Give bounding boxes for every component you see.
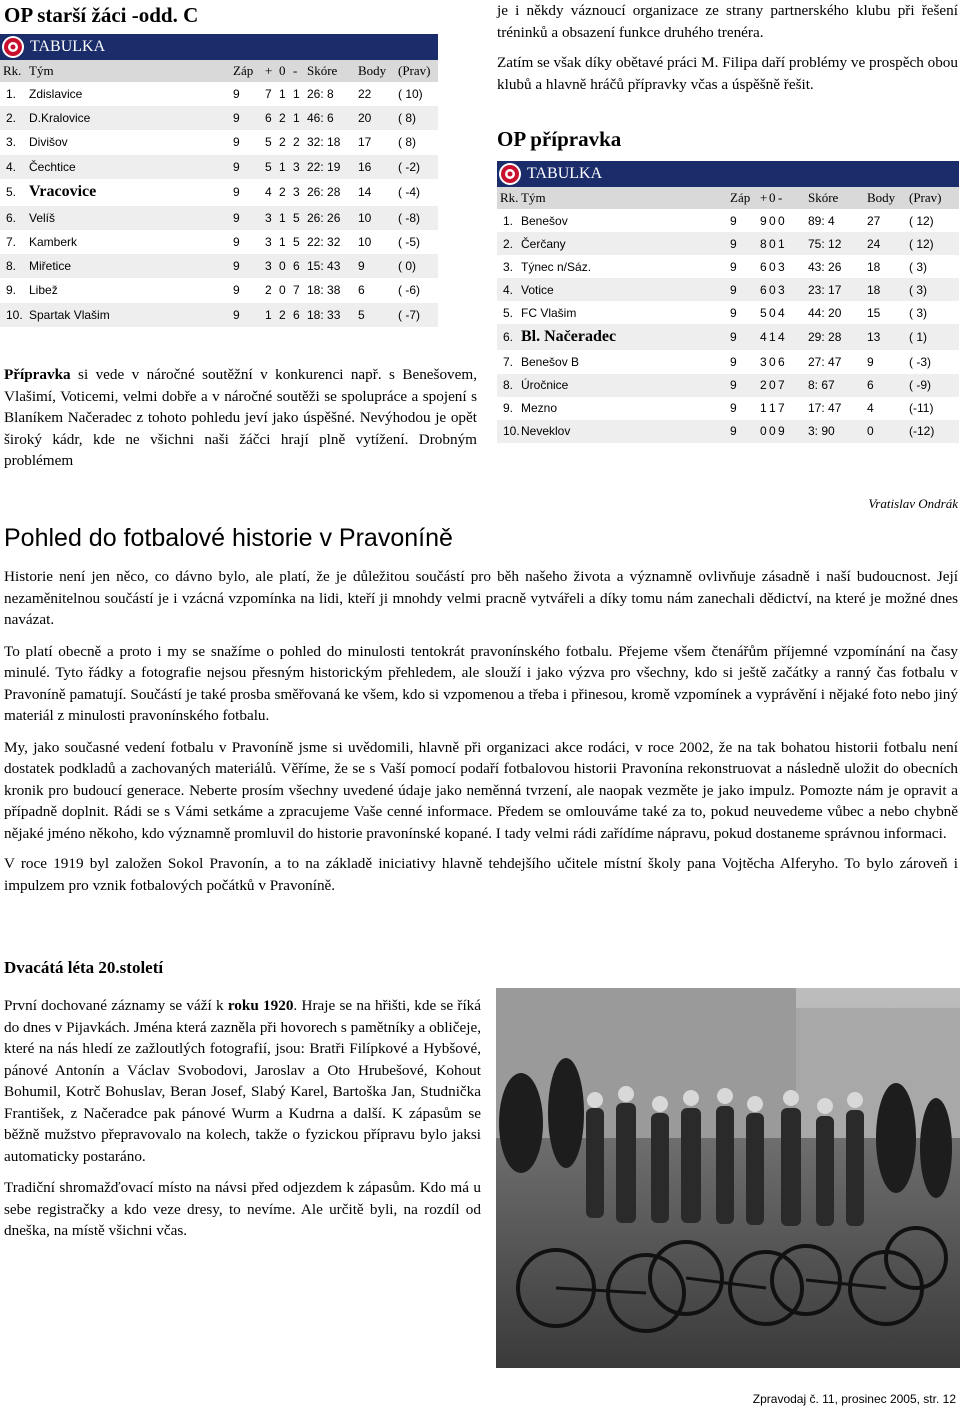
article-paragraph-5: První dochované záznamy se váží k roku 1920. Hraje se na hřišti, kde se říká do dnes v Pijavkách. Jména která zazněla při hovorech s pamětníky a obličeje, které na nás hledí ze zažloutlých fotografií, jsou: Bratři Filípkové a Hybšové, pánové Antonín a Václav Svobodovi, Jaroslav a Oto Hrubešové, Kohout Bohumil, Kotrč Bohuslav, Beran Josef, Slabý Karel, Bartoška Jan, Studnička František, z Načeradce pak pánové Wurm a Kudrna a další. K zápasům se běžně mužstvo přepravovalo na kolech, takže o fyzickou přípravu bylo jaksi automaticky postaráno.: [4, 997, 482, 1165]
table-row: [497, 420, 959, 443]
table-cell: 26: 26: [307, 210, 341, 225]
table-row: [497, 255, 959, 278]
table-cell: 0: [778, 213, 785, 228]
table-cell: 10: [358, 210, 372, 225]
table-cell: ( 3): [909, 259, 927, 274]
table-cell: 5: [293, 235, 300, 250]
table-cell: 7: [293, 283, 300, 298]
table-cell: 9: [867, 355, 874, 370]
table-cell: 9: [233, 307, 240, 322]
table-cell: 0: [760, 424, 767, 439]
table-row: [0, 303, 438, 327]
table-cell: Benešov B: [521, 355, 580, 370]
table-cell: 1: [769, 330, 776, 345]
table-cell: ( -9): [909, 378, 931, 393]
table-cell: 24: [867, 236, 881, 251]
table-cell: 16: [358, 159, 372, 174]
table-cell: 1: [279, 210, 286, 225]
starsi-zaci-standings-table: [0, 60, 438, 327]
table-cell: 4.: [6, 159, 17, 174]
table-cell: 18: [867, 259, 881, 274]
table-cell: 6.: [503, 330, 514, 345]
table-cell: 2: [760, 378, 767, 393]
table-cell: 26: 28: [307, 185, 341, 200]
table-cell: 1: [279, 87, 286, 102]
table-cell: ( -5): [398, 235, 420, 250]
table-cell: 0: [867, 424, 874, 439]
table-cell: 9: [730, 259, 737, 274]
table-row: [497, 324, 959, 350]
table-cell: 9: [358, 259, 365, 274]
table-cell: Libež: [29, 283, 58, 298]
article-paragraph-3: My, jako současné vedení fotbalu v Pravoníně jsme si uvědomili, hlavně při organizaci akce rodáci, v roce 2002, že na tak bohatou historii fotbalu není dostatek podkladů a zachovaných materiálů. Věříme, že se s Vaší pomocí podaří fotbalovou historii Pravonína rekonstruovat a následně uložit do obecních kronik pro budoucí generace. Neberte prosím všechny uvedené údaje jako neměnná tvrzení, ale naopak vezměte je jako impulz. Pomozte nám je opravit a případně doplnit. Rádi se s Vámi setkáme a zpracujeme Vaše cenné informace. Předem se omlouváme také za to, pokud neuvedeme vůbec a nebo chybně nějaké jméno někoho, kdo významně promluvil do historie pravonínské kopané. I tady velmi rádi zařídíme nápravu, pokud dostaneme správnou informaci.: [4, 738, 958, 842]
table-cell: 0: [769, 259, 776, 274]
column-header: +: [265, 63, 273, 78]
column-header: (Prav): [398, 63, 431, 78]
table-cell: 9: [233, 235, 240, 250]
article-paragraph-6: Tradiční shromažďovací místo na návsi před odjezdem k zápasům. Kdo má u sebe registračky a kdo veze dresy, to nevíme. Ale určitě byli, na rozdíl od dneška, na místě všichni včas.: [4, 1179, 481, 1239]
table-cell: ( -2): [398, 159, 420, 174]
table-cell: 4: [760, 330, 767, 345]
table-row: [497, 278, 959, 301]
table-cell: 9: [730, 213, 737, 228]
table-cell: ( -8): [398, 210, 420, 225]
table-row: [0, 278, 438, 302]
column-header: (Prav): [909, 190, 942, 205]
column-header: Skóre: [307, 63, 338, 78]
table-cell: 5: [293, 210, 300, 225]
column-header: Body: [358, 63, 387, 78]
op-pripravka-title: OP přípravka: [497, 127, 622, 151]
table-cell: Divišov: [29, 135, 68, 150]
table-cell: 1: [279, 235, 286, 250]
table-cell: 9.: [6, 283, 17, 298]
table-cell: 9: [233, 111, 240, 126]
table-cell: 0: [279, 283, 286, 298]
pripravka-standings-table: [497, 187, 959, 443]
column-header: Rk.: [500, 190, 519, 205]
table-row: [0, 179, 438, 206]
table-row: [0, 106, 438, 130]
table-cell: ( -7): [398, 307, 420, 322]
table-cell: 6: [760, 282, 767, 297]
table-cell: 9: [760, 213, 767, 228]
table-cell: 2: [279, 185, 286, 200]
table-cell: 10: [358, 235, 372, 250]
table-cell: 6: [358, 283, 365, 298]
table-header-row: [0, 60, 438, 82]
table-cell: 0: [769, 424, 776, 439]
table-cell: 0: [769, 213, 776, 228]
table-cell: Votice: [521, 282, 554, 297]
starsi-zaci-title: OP starší žáci -odd. C: [4, 3, 199, 27]
table-header-bar: [0, 34, 438, 60]
table-cell: 17: [358, 135, 372, 150]
twenties-text: [4, 995, 481, 1242]
table-cell: 2: [279, 307, 286, 322]
column-header: Rk.: [3, 63, 22, 78]
table-cell: 15: [867, 305, 881, 320]
table-cell: Kamberk: [29, 235, 78, 250]
table-cell: 0: [769, 282, 776, 297]
table-cell: 9: [730, 355, 737, 370]
table-cell: 27: 47: [808, 355, 842, 370]
table-row: [0, 82, 438, 106]
table-cell: D.Kralovice: [29, 111, 91, 126]
table-cell: ( 10): [398, 87, 423, 102]
table-cell: 22: 19: [307, 159, 341, 174]
article-body: [4, 566, 958, 896]
table-cell: ( 3): [909, 282, 927, 297]
table-cell: 1: [760, 401, 767, 416]
table-cell: 6.: [6, 210, 17, 225]
table-cell: ( 12): [909, 213, 934, 228]
table-cell: ( 8): [398, 111, 416, 126]
table-cell: Velíš: [29, 210, 56, 225]
table-cell: 9: [233, 259, 240, 274]
table-cell: 0: [769, 236, 776, 251]
table-cell: 4: [778, 305, 785, 320]
table-cell: 2.: [503, 236, 514, 251]
table-cell: 3: [293, 159, 300, 174]
table-row: [497, 209, 959, 232]
right-intro: [497, 0, 958, 95]
table-cell: 1: [293, 87, 300, 102]
table-cell: ( -4): [398, 185, 420, 200]
table-cell: 3: [265, 235, 272, 250]
table-cell: 0: [769, 305, 776, 320]
table-cell: 7.: [6, 235, 17, 250]
column-header: Záp: [233, 63, 254, 78]
table-cell: 18: 33: [307, 307, 341, 322]
table-row: [0, 230, 438, 254]
table-cell: 9.: [503, 401, 514, 416]
table-cell: 6: [867, 378, 874, 393]
table-cell: 7: [265, 87, 272, 102]
table-cell: 9: [233, 135, 240, 150]
table-cell: 8: 67: [808, 378, 835, 393]
table-row: [497, 374, 959, 397]
table-cell: 6: [778, 355, 785, 370]
pripravka-text: si vede v náročné soutěžní v konkurenci např. s Benešovem, Vlašimí, Voticemi, velmi dobře a v náročné soutěži se spolupráce a spojení s Blaníkem Načeradec z tohoto pohledu jeví jako úspěšné. Nevýhodou je opět široký kádr, kde ne všichni naši žáčci hrají plně vytížení. Drobným problémem: [4, 366, 477, 469]
table-cell: 9: [730, 330, 737, 345]
table-cell: 18: 38: [307, 283, 341, 298]
table-cell: Miřetice: [29, 259, 72, 274]
table-cell: 9: [730, 424, 737, 439]
pripravka-paragraph: [4, 364, 477, 472]
table-cell: Benešov: [521, 213, 568, 228]
table-cell: 9: [730, 378, 737, 393]
table-cell: 3.: [6, 135, 17, 150]
column-header: Body: [867, 190, 896, 205]
table-cell: 7.: [503, 355, 514, 370]
table-cell: 9: [233, 210, 240, 225]
table-cell: 3: [265, 259, 272, 274]
table-cell: 8.: [503, 378, 514, 393]
table-cell: 3: 90: [808, 424, 835, 439]
table-cell: Spartak Vlašim: [29, 307, 110, 322]
table-row: [0, 254, 438, 278]
table-row: [497, 397, 959, 420]
table-cell: 3: [265, 210, 272, 225]
pripravka-table-label: TABULKA: [527, 165, 603, 182]
table-cell: 1: [293, 111, 300, 126]
table-row: [497, 350, 959, 373]
table-cell: (-12): [909, 424, 935, 439]
table-cell: 3: [778, 259, 785, 274]
year-1920: roku 1920: [227, 997, 294, 1014]
right-intro-2: Zatím se však díky obětavé práci M. Filipa daří problémy ve prospěch obou klubů a hlavně hráčů přípravky včas a úspěšně řešit.: [497, 54, 958, 93]
table-cell: 5: [265, 135, 272, 150]
article-subheading: Dvacátá léta 20.století: [4, 958, 164, 977]
table-cell: 9: [730, 282, 737, 297]
column-header: -: [778, 190, 783, 205]
article-paragraph-4: V roce 1919 byl založen Sokol Pravonín, a to na základě iniciativy hlavně tehdejšího učitele místní školy pana Vojtěcha Alferyho. To bylo zároveň i impulzem pro vznik fotbalových počátků v Pravoníně.: [4, 855, 958, 894]
table-cell: 5.: [6, 185, 17, 200]
table-cell: 2.: [6, 111, 17, 126]
table-cell: 4: [265, 185, 272, 200]
article-paragraph-2: To platí obecně a proto i my se snažíme o pohled do minulosti tentokrát pravonínského fotbalu. Přejeme všem čtenářům příjemné vzpomínání na časy minulé. Tyto řádky a fotografie nejsou přesným historickým přehledem, ale slouží i jako výzva pro všechny, kdo si ještě začátky a ranný čas fotbalu v Pravoníně pamatují. Součástí je také prosba směřovaná ke všem, kdo si vzpomenou a třeba i přinesou, kromě vzpomínek a vyprávění i nějaké foto nebo jiný materiál z minulosti pravonínského fotbalu.: [4, 642, 958, 724]
table-cell: 0: [769, 355, 776, 370]
table-cell: 22: [358, 87, 372, 102]
table-cell: 9: [778, 424, 785, 439]
table-cell: 8.: [6, 259, 17, 274]
table-cell: 13: [867, 330, 881, 345]
table-cell: 15: 43: [307, 259, 341, 274]
column-header: Tým: [521, 190, 546, 205]
author-signature: Vratislav Ondrák: [868, 496, 958, 511]
table-cell: 4: [778, 330, 785, 345]
table-cell: 1: [265, 307, 272, 322]
table-cell: 2: [279, 135, 286, 150]
table-cell: 1: [778, 236, 785, 251]
table-cell: 22: 32: [307, 235, 341, 250]
table-cell: ( 1): [909, 330, 927, 345]
table-row: [0, 155, 438, 179]
table-cell: Úročnice: [521, 378, 569, 393]
table-cell: 89: 4: [808, 213, 835, 228]
table-cell: 1.: [503, 213, 514, 228]
table-cell: 9: [233, 159, 240, 174]
column-header: Tým: [29, 63, 54, 78]
pripravka-table-header-bar: [497, 161, 959, 187]
table-cell: 9: [233, 185, 240, 200]
table-cell: 2: [293, 135, 300, 150]
table-cell: 6: [265, 111, 272, 126]
table-cell: Bl. Načeradec: [521, 328, 617, 346]
table-row: [0, 206, 438, 230]
table-cell: 75: 12: [808, 236, 842, 251]
table-cell: Mezno: [521, 401, 558, 416]
column-header: 0: [279, 63, 286, 78]
table-cell: Vracovice: [29, 183, 97, 201]
pripravka-lead: Přípravka: [4, 366, 71, 383]
table-cell: 20: [358, 111, 372, 126]
table-cell: 4: [867, 401, 874, 416]
table-cell: 9: [233, 87, 240, 102]
club-logo-icon: [499, 163, 521, 185]
table-cell: 3: [293, 185, 300, 200]
table-cell: 6: [293, 259, 300, 274]
article-paragraph-1: Historie není jen něco, co dávno bylo, ale platí, že je důležitou součástí pro běh našeho života a významně ovlivňuje zásadně i naší budoucnost. Její nezaměnitelnou součástí je i vzácná vzpomínka na lidi, kteří ji mnohdy velmi pracně vytvářeli a díky tomu nám zanechali dědictví, na které je možné dnes navázat.: [4, 568, 958, 628]
table-cell: 1.: [6, 87, 17, 102]
historical-team-photo: [496, 988, 960, 1368]
table-cell: 2: [265, 283, 272, 298]
table-row: [497, 301, 959, 324]
table-cell: ( 8): [398, 135, 416, 150]
table-cell: 5: [265, 159, 272, 174]
table-cell: 1: [279, 159, 286, 174]
column-header: +: [760, 190, 768, 205]
table-cell: 1: [769, 401, 776, 416]
table-cell: 43: 26: [808, 259, 842, 274]
table-cell: ( 0): [398, 259, 416, 274]
table-cell: ( 12): [909, 236, 934, 251]
table-cell: 14: [358, 185, 372, 200]
table-cell: 26: 8: [307, 87, 334, 102]
table-cell: 0: [279, 259, 286, 274]
table-header-row: [497, 187, 959, 209]
column-header: 0: [769, 190, 776, 205]
table-cell: 7: [778, 401, 785, 416]
table-cell: 29: 28: [808, 330, 842, 345]
table-cell: 3.: [503, 259, 514, 274]
table-cell: 6: [760, 259, 767, 274]
table-cell: 18: [867, 282, 881, 297]
table-cell: 3: [760, 355, 767, 370]
table-row: [497, 232, 959, 255]
table-label: TABULKA: [30, 38, 106, 55]
column-header: -: [293, 63, 298, 78]
table-cell: 10.: [503, 424, 520, 439]
right-intro-1: je i někdy váznoucí organizace ze strany partnerského klubu při řešení tréninků a obsazení funkce druhého trenéra.: [497, 2, 958, 41]
table-cell: 10.: [6, 307, 23, 322]
table-cell: 9: [233, 283, 240, 298]
table-cell: 44: 20: [808, 305, 842, 320]
table-cell: 46: 6: [307, 111, 334, 126]
table-cell: 4.: [503, 282, 514, 297]
table-cell: 23: 17: [808, 282, 842, 297]
page-footer: Zpravodaj č. 11, prosinec 2005, str. 12: [752, 1392, 956, 1406]
table-cell: 9: [730, 236, 737, 251]
table-cell: Čechtice: [29, 159, 76, 174]
table-cell: 9: [730, 401, 737, 416]
table-cell: 5: [760, 305, 767, 320]
table-cell: 6: [293, 307, 300, 322]
table-cell: 3: [778, 282, 785, 297]
table-cell: 8: [760, 236, 767, 251]
table-cell: FC Vlašim: [521, 305, 577, 320]
table-row: [0, 130, 438, 154]
club-logo-icon: [2, 36, 24, 58]
table-cell: Týnec n/Sáz.: [521, 259, 592, 274]
table-cell: 27: [867, 213, 881, 228]
column-header: Záp: [730, 190, 751, 205]
table-cell: 5.: [503, 305, 514, 320]
table-cell: (-11): [909, 401, 934, 416]
table-cell: Zdislavice: [29, 87, 83, 102]
table-cell: 32: 18: [307, 135, 341, 150]
table-cell: 5: [358, 307, 365, 322]
table-cell: Neveklov: [521, 424, 571, 439]
article-title: Pohled do fotbalové historie v Pravoníně: [4, 524, 453, 552]
table-cell: 7: [778, 378, 785, 393]
table-cell: 2: [279, 111, 286, 126]
table-cell: ( -3): [909, 355, 931, 370]
table-cell: ( -6): [398, 283, 420, 298]
table-cell: 17: 47: [808, 401, 842, 416]
table-cell: 0: [769, 378, 776, 393]
column-header: Skóre: [808, 190, 839, 205]
table-cell: 9: [730, 305, 737, 320]
table-cell: Čerčany: [521, 236, 566, 251]
table-cell: ( 3): [909, 305, 927, 320]
